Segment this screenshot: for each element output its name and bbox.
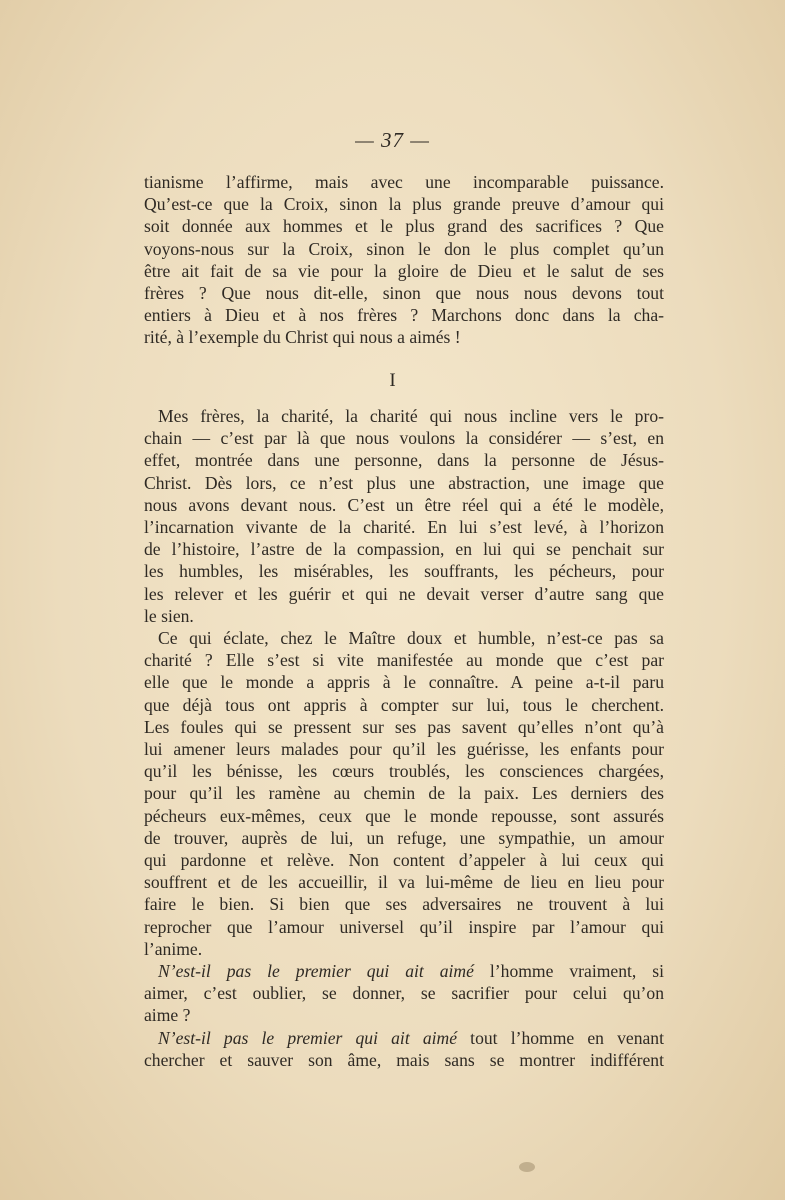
text-line: frères ? Que nous dit-elle, sinon que nous nous devons tout [144,283,664,304]
text-line: Les foules qui se pressent sur ses pas savent qu’elles n’ont qu’à [144,716,664,737]
intro-paragraph [144,171,664,349]
text-line: soit donnée aux hommes et le plus grand des sacrifices ? Que [144,216,664,237]
text-line: entiers à Dieu et à nos frères ? Marchons donc dans la cha- [144,305,664,326]
text-line: qu’il les bénisse, les cœurs troublés, les consciences chargées, [144,761,664,782]
text-line: de l’histoire, l’astre de la compassion, en lui qui se penchait sur [144,539,664,560]
text-fragment: l’homme vraiment, si [473,961,664,982]
text-line: Christ. Dès lors, ce n’est plus une abstraction, une image que [144,472,664,493]
text-line: voyons-nous sur la Croix, sinon le don le plus complet qu’un [144,238,664,259]
italic-paragraph-2-line-1 [144,1027,664,1049]
text-line: pour qu’il les ramène au chemin de la paix. Les derniers des [144,783,664,804]
text-line: rité, à l’exemple du Christ qui nous a aimés ! [144,327,461,348]
text-line: aimer, c’est oublier, se donner, se sacrifier pour celui qu’on [144,983,664,1004]
text-line: nous avons devant nous. C’est un être réel qui a été le modèle, [144,494,664,515]
text-line: effet, montrée dans une personne, dans la personne de Jésus- [144,450,664,471]
text-line: elle que le monde a appris à le connaître. A peine a-t-il paru [144,672,664,693]
text-line: les relever et les guérir et qui ne devait verser d’autre sang que [144,583,664,604]
text-line: les humbles, les misérables, les souffrants, les pécheurs, pour [144,561,664,582]
text-line: lui amener leurs malades pour qu’il les guérisse, les enfants pour [144,739,664,760]
text-line: Ce qui éclate, chez le Maître doux et humble, n’est-ce pas sa [158,628,664,649]
text-line: de trouver, auprès de lui, un refuge, une sympathie, un amour [144,827,664,848]
text-line: chain — c’est par là que nous voulons la considérer — s’est, en [144,428,664,449]
text-line: reprocher que l’amour universel qu’il inspire par l’amour qui [144,916,664,937]
text-line: tianisme l’affirme, mais avec une incomparable puissance. [144,172,664,192]
text-line: que déjà tous ont appris à compter sur lui, tous le cherchent. [144,694,664,715]
text-line: faire le bien. Si bien que ses adversaires ne trouvent à lui [144,894,664,915]
italic-paragraph-1-line-1 [144,960,664,982]
section-heading: I [389,370,396,391]
page-number: — 37 — [355,128,430,152]
paper-stain [519,1162,535,1172]
text-line: être ait fait de sa vie pour la gloire de Dieu et le salut de ses [144,260,664,281]
text-line: Qu’est-ce que la Croix, sinon la plus grande preuve d’amour qui [144,194,664,215]
italic-phrase: N’est-il pas le premier qui ait aimé [158,1027,458,1048]
body-text [144,405,664,1071]
text-line: Mes frères, la charité, la charité qui nous incline vers le pro- [158,406,664,426]
text-fragment: tout l’homme en venant [457,1027,664,1048]
text-line: aime ? [144,1005,191,1026]
italic-phrase: N’est-il pas le premier qui ait aimé [158,961,474,982]
text-line: pécheurs eux-mêmes, ceux que le monde repousse, sont assurés [144,805,664,826]
text-line: le sien. [144,605,194,626]
text-line: l’incarnation vivante de la charité. En lui s’est levé, à l’horizon [144,517,664,538]
text-line: chercher et sauver son âme, mais sans se montrer indifférent [144,1049,664,1070]
text-line: souffrent et de les accueillir, il va lui-même de lieu en lieu pour [144,872,664,893]
text-line: charité ? Elle s’est si vite manifestée au monde que c’est par [144,650,664,671]
text-line: qui pardonne et relève. Non content d’appeler à lui ceux qui [144,850,664,871]
text-line: l’anime. [144,938,203,959]
